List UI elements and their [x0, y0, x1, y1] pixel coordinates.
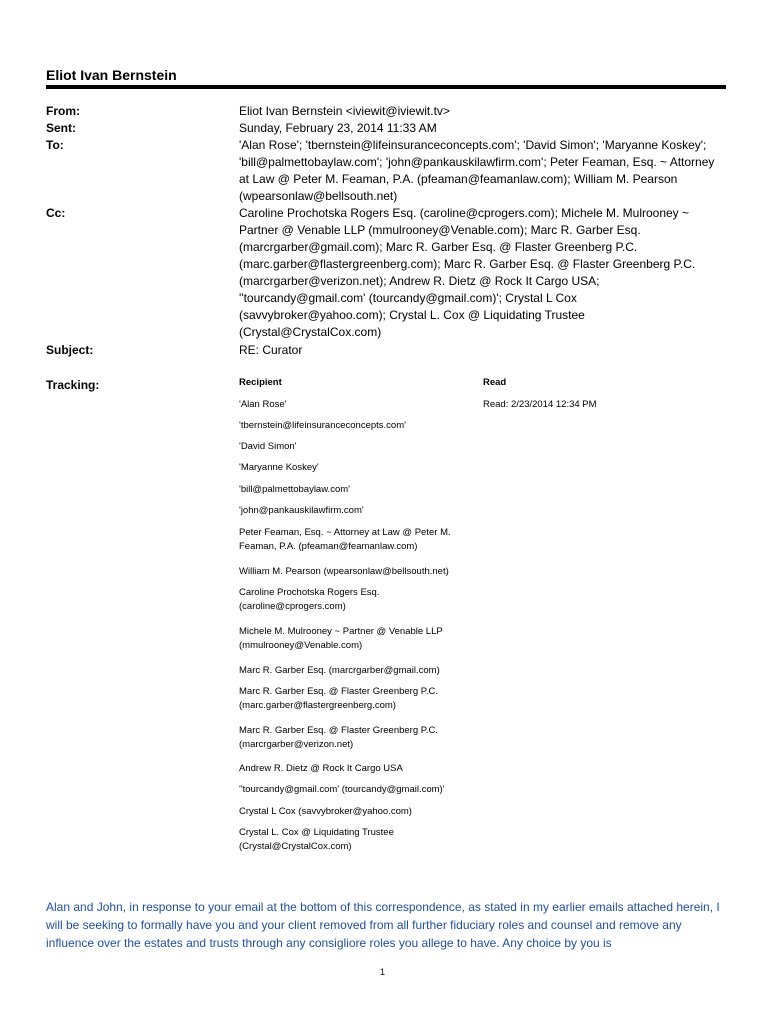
- from-value: Eliot Ivan Bernstein <iviewit@iviewit.tv>: [239, 104, 450, 118]
- sent-label: Sent:: [46, 121, 76, 135]
- tracking-recipient: 'Maryanne Koskey': [239, 462, 319, 473]
- to-label: To:: [46, 138, 64, 152]
- tracking-recipient: 'David Simon': [239, 441, 297, 452]
- email-body: Alan and John, in response to your email at the bottom of this correspondence, as stated in my earlier emails attached herein, I will be seeking to formally have you and your client removed from all further fiduciary roles and counsel and remove any influence over the estates and trusts through any consigliore roles you allege to have. Any choice by you is: [46, 900, 720, 950]
- tracking-recipient: Peter Feaman, Esq. ~ Attorney at Law @ Peter M. Feaman, P.A. (pfeaman@feamanlaw.com): [239, 527, 451, 552]
- tracking-read-status: Read: 2/23/2014 12:34 PM: [483, 399, 597, 410]
- tracking-recipient: Crystal L Cox (savvybroker@yahoo.com): [239, 806, 412, 817]
- tracking-label: Tracking:: [46, 378, 100, 392]
- tracking-col-read: Read: [483, 377, 507, 388]
- from-label: From:: [46, 104, 80, 118]
- cc-label: Cc:: [46, 206, 66, 220]
- subject-label: Subject:: [46, 343, 94, 357]
- tracking-recipient: Marc R. Garber Esq. @ Flaster Greenberg P.C. (marc.garber@flastergreenberg.com): [239, 686, 439, 711]
- tracking-recipient: Marc R. Garber Esq. @ Flaster Greenberg P.C. (marcrgarber@verizon.net): [239, 725, 439, 750]
- tracking-recipient: Andrew R. Dietz @ Rock It Cargo USA: [239, 763, 403, 774]
- cc-value: Caroline Prochotska Rogers Esq. (caroline@cprogers.com); Michele M. Mulrooney ~ Partner @ Venable LLP (mmulrooney@Venable.com); Marc R. Garber Esq. (marcrgarber@gmail.com); Marc R. Garber Esq. @ Flaster Greenberg P.C. (marc.garber@flastergreenberg.com); Marc R. Garber Esq. @ Flaster Greenberg P.C. (marcrgarber@verizon.net); Andrew R. Dietz @ Rock It Cargo USA; ''tourcandy@gmail.com' (tourcandy@gmail.com)'; Crystal L Cox (savvybroker@yahoo.com); Crystal L. Cox @ Liquidating Trustee (Crystal@CrystalCox.com): [239, 206, 696, 339]
- tracking-recipient: 'Alan Rose': [239, 399, 287, 410]
- tracking-col-recipient: Recipient: [239, 377, 282, 388]
- tracking-recipient: Caroline Prochotska Rogers Esq. (caroline@cprogers.com): [239, 587, 380, 612]
- tracking-recipient: 'bill@palmettobaylaw.com': [239, 484, 350, 495]
- document-title: Eliot Ivan Bernstein: [46, 67, 177, 83]
- tracking-recipient: Marc R. Garber Esq. (marcrgarber@gmail.com): [239, 665, 440, 676]
- tracking-recipient: 'john@pankauskilawfirm.com': [239, 505, 364, 516]
- subject-value: RE: Curator: [239, 343, 303, 357]
- sent-value: Sunday, February 23, 2014 11:33 AM: [239, 121, 437, 135]
- title-divider: [46, 85, 726, 89]
- to-value: 'Alan Rose'; 'tbernstein@lifeinsuranceconcepts.com'; 'David Simon'; 'Maryanne Koskey'; 'bill@palmettobaylaw.com'; 'john@pankauskilawfirm.com'; Peter Feaman, Esq. ~ Attorney at Law @ Peter M. Feaman, P.A. (pfeaman@feamanlaw.com); William M. Pearson (wpearsonlaw@bellsouth.net): [239, 138, 715, 203]
- page-number: 1: [380, 967, 386, 977]
- tracking-recipient: William M. Pearson (wpearsonlaw@bellsouth.net): [239, 566, 449, 577]
- tracking-recipient: Michele M. Mulrooney ~ Partner @ Venable LLP (mmulrooney@Venable.com): [239, 626, 443, 651]
- tracking-recipient: ''tourcandy@gmail.com' (tourcandy@gmail.com)': [239, 784, 445, 795]
- tracking-recipient: Crystal L. Cox @ Liquidating Trustee (Crystal@CrystalCox.com): [239, 827, 394, 852]
- tracking-recipient: 'tbernstein@lifeinsuranceconcepts.com': [239, 420, 406, 431]
